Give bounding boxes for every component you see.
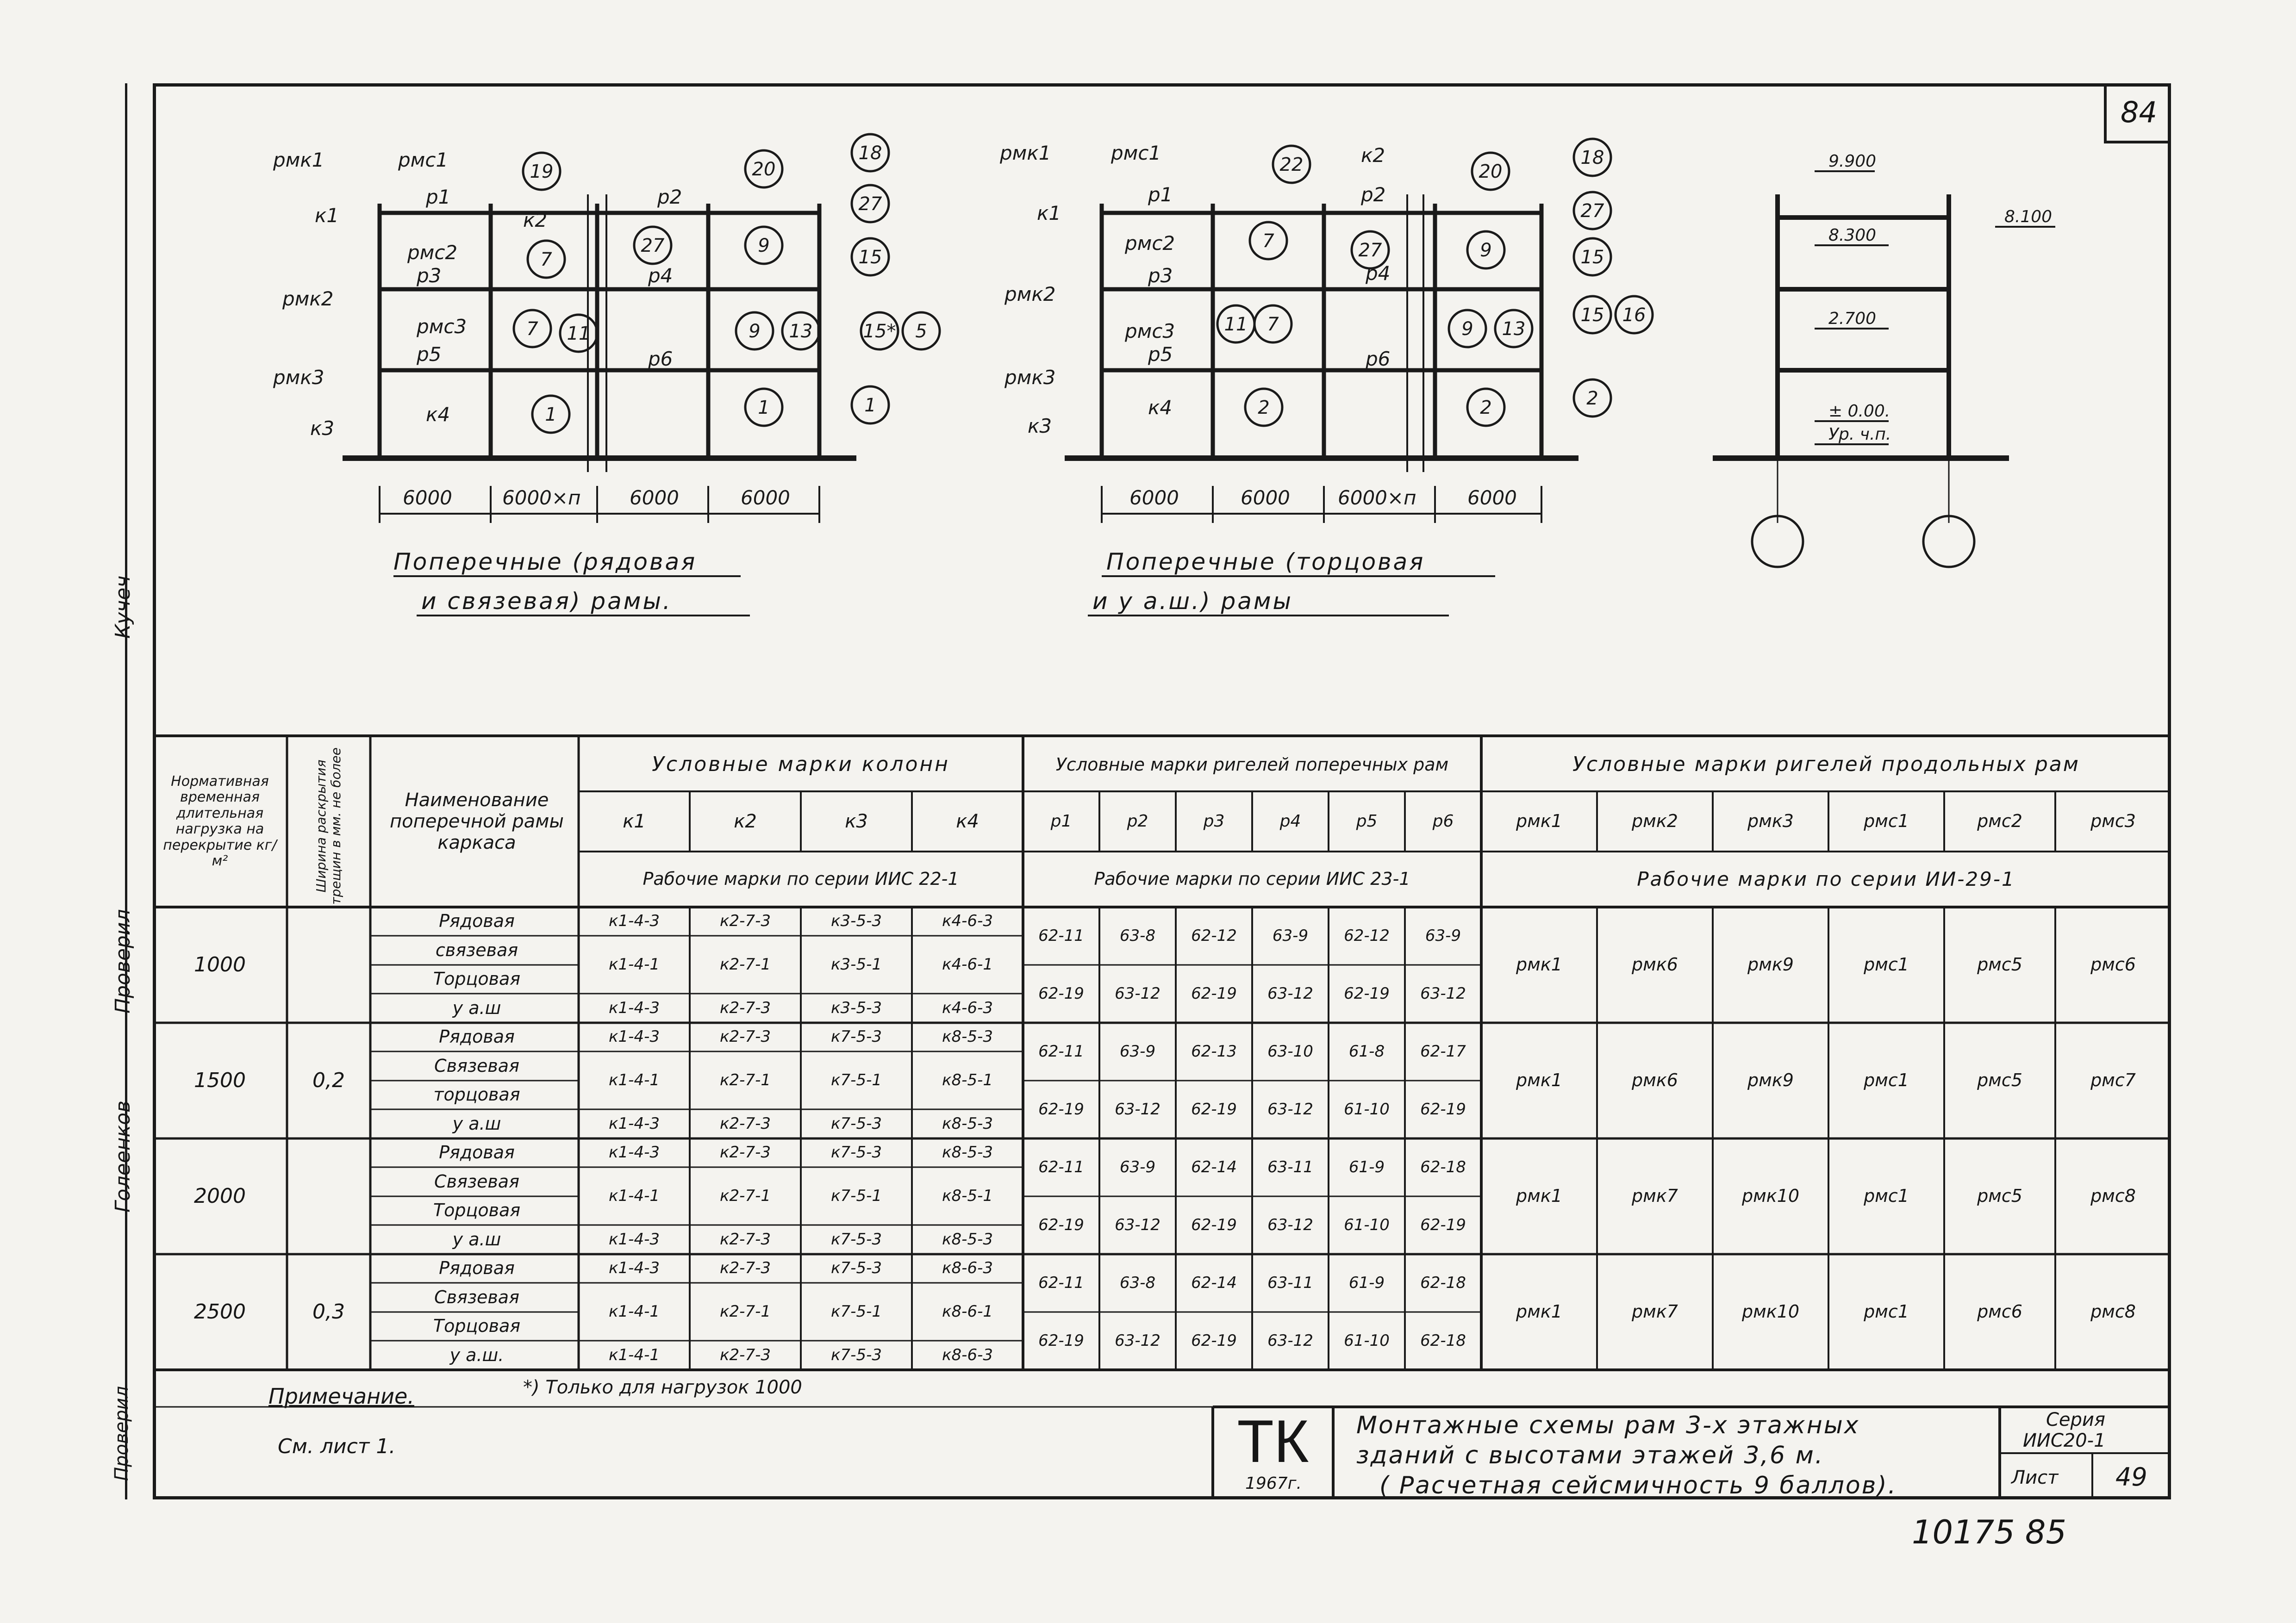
header-bar-marks-sub: Рабочие марки по серии ИИС 23-1 (1094, 869, 1410, 889)
long-mark-cell: рмс8 (2090, 1301, 2136, 1322)
bar-mark-cell: 63-9 (1425, 926, 1461, 945)
svg-text:Ур. ч.п.: Ур. ч.п. (1828, 425, 1891, 444)
stamp-series-value: ИИС20-1 (2023, 1430, 2106, 1451)
svg-text:6000×п: 6000×п (1338, 486, 1416, 509)
mark-rms2: рмс2 (1977, 811, 2022, 832)
bar-mark-cell: 61-10 (1344, 1331, 1390, 1350)
svg-text:р5: р5 (1148, 343, 1173, 366)
mark-rmk1: рмк1 (1516, 811, 1562, 832)
column-mark-cell: к2-7-3 (720, 998, 771, 1017)
svg-text:9: 9 (1480, 240, 1492, 261)
bar-mark-cell: 63-10 (1267, 1042, 1313, 1061)
svg-text:9: 9 (1461, 318, 1473, 340)
bar-mark-cell: 62-18 (1420, 1331, 1466, 1350)
bar-mark-cell: 63-9 (1272, 926, 1309, 945)
svg-text:27: 27 (641, 235, 665, 256)
svg-text:13: 13 (1502, 318, 1526, 340)
bar-mark-cell: 62-19 (1038, 984, 1084, 1003)
svg-text:р2: р2 (1361, 183, 1386, 206)
column-mark-cell: к8-5-3 (942, 1114, 993, 1133)
header-long-marks-sub: Рабочие марки по серии ИИ-29-1 (1637, 867, 2015, 890)
header-load: Нормативная временная длительная нагрузка на перекрытие кг/м² (163, 773, 277, 869)
column-mark-cell: к7-5-1 (831, 1186, 882, 1205)
column-mark-cell: к7-5-3 (831, 1027, 882, 1046)
frame-name: Связевая (434, 1055, 519, 1076)
bar-mark-cell: 62-19 (1191, 984, 1237, 1003)
frame1-caption-line1: Поперечные (рядовая (393, 548, 697, 575)
column-mark-cell: к1-4-1 (609, 1070, 660, 1089)
svg-text:6000: 6000 (1241, 486, 1290, 509)
svg-text:27: 27 (1580, 200, 1604, 222)
svg-text:рмк2: рмк2 (1004, 283, 1056, 305)
svg-text:6000×п: 6000×п (502, 486, 581, 509)
svg-text:7: 7 (540, 249, 552, 270)
long-mark-cell: рмс1 (1864, 954, 1909, 975)
long-mark-cell: рмк10 (1741, 1186, 1800, 1206)
sheet-number: 84 (2121, 95, 2157, 129)
column-mark-cell: к1-4-1 (609, 955, 660, 974)
frame-name: Рядовая (439, 1142, 515, 1163)
svg-text:7: 7 (1262, 230, 1274, 252)
long-mark-cell: рмк7 (1632, 1186, 1678, 1206)
bar-mark-cell: 62-14 (1191, 1157, 1237, 1176)
column-mark-cell: к7-5-3 (831, 1143, 882, 1162)
svg-text:11: 11 (567, 323, 591, 344)
svg-text:рмк1: рмк1 (273, 149, 324, 171)
column-mark-cell: к7-5-3 (831, 1259, 882, 1278)
svg-text:6000: 6000 (1129, 486, 1179, 509)
bar-mark-cell: 62-19 (1420, 1100, 1466, 1119)
svg-text:рмк2: рмк2 (282, 287, 334, 310)
header-long-marks: Условные марки ригелей продольных рам (1572, 752, 2080, 777)
column-mark-cell: к2-7-3 (720, 1259, 771, 1278)
long-mark-cell: рмк1 (1516, 954, 1562, 975)
frame-name: у а.ш (452, 1113, 501, 1134)
svg-text:к3: к3 (1028, 415, 1052, 437)
mark-k2: к2 (734, 811, 757, 832)
column-mark-cell: к4-6-3 (942, 998, 993, 1017)
bar-mark-cell: 62-18 (1420, 1273, 1466, 1292)
svg-text:18: 18 (1580, 147, 1604, 168)
stamp-sheet-label: Лист (2011, 1467, 2059, 1488)
column-mark-cell: к2-7-3 (720, 1114, 771, 1133)
bar-mark-cell: 61-10 (1344, 1215, 1390, 1234)
column-mark-cell: к1-4-1 (609, 1186, 660, 1205)
svg-text:рмс1: рмс1 (1111, 142, 1161, 164)
long-mark-cell: рмс6 (1977, 1301, 2022, 1322)
bar-mark-cell: 62-19 (1344, 984, 1390, 1003)
strip-label-mid1: Проверил (111, 909, 135, 1014)
column-mark-cell: к1-4-1 (609, 1302, 660, 1321)
bar-mark-cell: 63-12 (1267, 1100, 1313, 1119)
load-value: 2500 (194, 1300, 246, 1324)
bar-mark-cell: 63-11 (1267, 1273, 1313, 1292)
header-column-marks-sub: Рабочие марки по серии ИИС 22-1 (643, 869, 959, 889)
bar-mark-cell: 63-12 (1115, 1215, 1160, 1234)
bar-mark-cell: 63-12 (1420, 984, 1466, 1003)
bar-mark-cell: 61-8 (1348, 1042, 1385, 1061)
svg-text:р4: р4 (1366, 262, 1391, 285)
frame-name: Торцовая (433, 1316, 521, 1337)
frame-name: Связевая (434, 1287, 519, 1307)
svg-text:8.100: 8.100 (2004, 207, 2053, 226)
column-mark-cell: к1-4-3 (609, 1114, 660, 1133)
long-mark-cell: рмс5 (1977, 1186, 2022, 1206)
svg-text:2: 2 (1258, 397, 1270, 418)
column-mark-cell: к2-7-3 (720, 912, 771, 931)
bar-mark-cell: 62-19 (1420, 1215, 1466, 1234)
column-mark-cell: к7-5-3 (831, 1230, 882, 1249)
bar-mark-cell: 62-14 (1191, 1273, 1237, 1292)
svg-text:р4: р4 (648, 264, 673, 287)
bar-mark-cell: 62-11 (1038, 926, 1084, 945)
svg-text:8.300: 8.300 (1828, 226, 1877, 245)
column-mark-cell: к1-4-3 (609, 1027, 660, 1046)
stamp-year: 1967г. (1245, 1474, 1302, 1493)
long-mark-cell: рмк10 (1741, 1301, 1800, 1322)
mark-rms1: рмс1 (1864, 811, 1909, 832)
bar-mark-cell: 62-13 (1191, 1042, 1237, 1061)
frame-name: Торцовая (433, 969, 521, 989)
svg-text:рмк3: рмк3 (273, 366, 324, 389)
column-mark-cell: к2-7-3 (720, 1027, 771, 1046)
svg-text:13: 13 (789, 321, 813, 342)
mark-rms3: рмс3 (2090, 811, 2136, 832)
svg-text:р6: р6 (1366, 348, 1391, 370)
svg-text:15: 15 (1580, 305, 1604, 326)
svg-text:± 0.00.: ± 0.00. (1828, 402, 1890, 421)
long-mark-cell: рмс5 (1977, 954, 2022, 975)
frame1-caption-line2: и связевая) рамы. (421, 588, 672, 615)
bar-mark-cell: 63-11 (1267, 1157, 1313, 1176)
column-mark-cell: к8-5-1 (942, 1070, 993, 1089)
svg-text:к4: к4 (1148, 396, 1173, 419)
svg-text:р2: р2 (657, 186, 682, 208)
column-mark-cell: к2-7-1 (720, 1070, 771, 1089)
svg-text:к4: к4 (426, 403, 450, 426)
strip-label-mid2: Голеенков (111, 1101, 135, 1213)
column-mark-cell: к7-5-1 (831, 1302, 882, 1321)
header-crack-width: Ширина раскрытия трещин в мм. не более (313, 747, 343, 905)
svg-text:18: 18 (858, 143, 882, 164)
crack-value: 0,2 (312, 1068, 345, 1092)
column-mark-cell: к8-5-1 (942, 1186, 993, 1205)
load-value: 1000 (194, 952, 246, 976)
mark-k3: к3 (845, 811, 868, 832)
bar-mark-cell: 62-11 (1038, 1273, 1084, 1292)
svg-text:рмс2: рмс2 (407, 241, 458, 264)
bar-mark-cell: 62-19 (1038, 1215, 1084, 1234)
svg-text:1: 1 (864, 395, 876, 416)
svg-text:27: 27 (858, 193, 882, 215)
bar-mark-cell: 63-8 (1119, 1273, 1156, 1292)
bar-mark-cell: 62-11 (1038, 1157, 1084, 1176)
bar-mark-cell: 61-10 (1344, 1100, 1390, 1119)
svg-text:рмс3: рмс3 (417, 315, 467, 338)
bar-mark-cell: 62-19 (1191, 1331, 1237, 1350)
svg-text:7: 7 (526, 318, 538, 340)
svg-text:р1: р1 (426, 186, 451, 208)
frame-name: у а.ш (452, 997, 501, 1018)
stamp-series-label: Серия (2046, 1409, 2105, 1430)
column-mark-cell: к2-7-1 (720, 1302, 771, 1321)
stamp-sheet-value: 49 (2115, 1462, 2147, 1492)
svg-text:9: 9 (749, 321, 761, 342)
long-mark-cell: рмс1 (1864, 1186, 1909, 1206)
long-mark-cell: рмс7 (2090, 1070, 2136, 1091)
column-mark-cell: к2-7-1 (720, 955, 771, 974)
svg-text:22: 22 (1279, 154, 1304, 175)
mark-r1: р1 (1050, 812, 1072, 831)
bar-mark-cell: 62-19 (1038, 1331, 1084, 1350)
stamp-logo (1215, 1409, 1331, 1474)
column-mark-cell: к2-7-1 (720, 1186, 771, 1205)
svg-text:6000: 6000 (1467, 486, 1517, 509)
column-mark-cell: к7-5-3 (831, 1345, 882, 1364)
column-mark-cell: к3-5-3 (831, 912, 882, 931)
svg-text:2: 2 (1586, 388, 1598, 409)
long-mark-cell: рмс1 (1864, 1070, 1909, 1091)
bar-mark-cell: 62-19 (1191, 1215, 1237, 1234)
bar-mark-cell: 62-19 (1038, 1100, 1084, 1119)
frame2-caption-line2: и у а.ш.) рамы (1092, 588, 1293, 615)
load-value: 1500 (194, 1068, 246, 1092)
column-mark-cell: к7-5-3 (831, 1114, 882, 1133)
header-frame-name: Наименование поперечной рамы каркаса (389, 790, 564, 853)
column-mark-cell: к1-4-3 (609, 1259, 660, 1278)
column-mark-cell: к7-5-1 (831, 1070, 882, 1089)
svg-text:6000: 6000 (741, 486, 790, 509)
bar-mark-cell: 61-9 (1348, 1157, 1385, 1176)
column-mark-cell: к1-4-1 (609, 1345, 660, 1364)
svg-text:к1: к1 (1037, 202, 1061, 224)
long-mark-cell: рмк1 (1516, 1186, 1562, 1206)
long-mark-cell: рмк9 (1747, 954, 1794, 975)
svg-text:рмк1: рмк1 (1000, 142, 1051, 164)
svg-text:р1: р1 (1148, 183, 1173, 206)
frame-name: Рядовая (439, 1258, 515, 1279)
column-mark-cell: к1-4-3 (609, 1230, 660, 1249)
column-mark-cell: к8-6-1 (942, 1302, 993, 1321)
svg-text:15: 15 (858, 247, 882, 268)
frame-name: Рядовая (439, 911, 515, 932)
stamp-title-line2: зданий с высотами этажей 3,6 м. (1356, 1442, 1824, 1469)
long-mark-cell: рмк7 (1632, 1301, 1678, 1322)
svg-text:6000: 6000 (403, 486, 452, 509)
column-mark-cell: к1-4-3 (609, 1143, 660, 1162)
svg-text:р3: р3 (417, 264, 442, 287)
strip-label-bottom: Проверил (111, 1386, 132, 1481)
svg-text:рмс1: рмс1 (398, 149, 449, 171)
note-footnote: *) Только для нагрузок 1000 (523, 1377, 802, 1398)
bar-mark-cell: 63-12 (1267, 1215, 1313, 1234)
mark-k4: к4 (956, 811, 979, 832)
note-title: Примечание. (268, 1384, 414, 1409)
bar-mark-cell: 62-17 (1420, 1042, 1466, 1061)
svg-text:27: 27 (1358, 240, 1382, 261)
stamp-logo-text: ТК (1237, 1407, 1309, 1475)
mark-r5: р5 (1356, 812, 1378, 831)
long-mark-cell: рмк9 (1747, 1070, 1794, 1091)
frame-name: связевая (435, 939, 518, 960)
svg-text:19: 19 (530, 161, 554, 182)
mark-rmk2: рмк2 (1632, 811, 1678, 832)
frame-name: Торцовая (433, 1200, 521, 1221)
bar-mark-cell: 63-8 (1119, 926, 1156, 945)
bar-mark-cell: 63-12 (1267, 984, 1313, 1003)
svg-text:15: 15 (1580, 247, 1604, 268)
bar-mark-cell: 63-12 (1115, 1331, 1160, 1350)
svg-text:2.700: 2.700 (1828, 309, 1877, 328)
long-mark-cell: рмс6 (2090, 954, 2136, 975)
bar-mark-cell: 63-12 (1115, 1100, 1160, 1119)
column-mark-cell: к8-5-3 (942, 1027, 993, 1046)
long-mark-cell: рмс8 (2090, 1186, 2136, 1206)
svg-text:9: 9 (758, 235, 770, 256)
svg-text:20: 20 (1479, 161, 1503, 182)
mark-r3: р3 (1203, 812, 1225, 831)
svg-text:р3: р3 (1148, 264, 1173, 287)
svg-text:1: 1 (758, 397, 770, 418)
frame-name: у а.ш. (449, 1344, 504, 1365)
column-mark-cell: к8-5-3 (942, 1143, 993, 1162)
mark-r4: р4 (1279, 812, 1301, 831)
bar-mark-cell: 63-12 (1267, 1331, 1313, 1350)
header-column-marks: Условные марки колонн (652, 752, 950, 777)
frame2-caption-line1: Поперечные (торцовая (1106, 548, 1425, 575)
column-mark-cell: к3-5-1 (831, 955, 882, 974)
bar-mark-cell: 62-18 (1420, 1157, 1466, 1176)
svg-text:15*: 15* (863, 321, 896, 342)
load-value: 2000 (194, 1184, 246, 1208)
svg-text:9.900: 9.900 (1828, 152, 1877, 171)
svg-text:20: 20 (752, 159, 776, 180)
column-mark-cell: к2-7-3 (720, 1143, 771, 1162)
svg-text:1: 1 (545, 404, 557, 425)
column-mark-cell: к2-7-3 (720, 1345, 771, 1364)
bottom-code: 10175 85 (1912, 1513, 2067, 1551)
bar-mark-cell: 63-9 (1119, 1157, 1156, 1176)
mark-rmk3: рмк3 (1747, 811, 1794, 832)
svg-text:р5: р5 (417, 343, 442, 366)
note-text: См. лист 1. (278, 1435, 396, 1458)
svg-text:к3: к3 (310, 417, 335, 440)
column-mark-cell: к1-4-3 (609, 998, 660, 1017)
mark-k1: к1 (623, 811, 646, 832)
bar-mark-cell: 61-9 (1348, 1273, 1385, 1292)
frame-name: Связевая (434, 1171, 519, 1192)
column-mark-cell: к8-5-3 (942, 1230, 993, 1249)
bar-mark-cell: 62-19 (1191, 1100, 1237, 1119)
column-mark-cell: к2-7-3 (720, 1230, 771, 1249)
column-mark-cell: к3-5-3 (831, 998, 882, 1017)
long-mark-cell: рмс5 (1977, 1070, 2022, 1091)
frame-name: у а.ш (452, 1229, 501, 1250)
svg-text:рмк3: рмк3 (1004, 366, 1056, 389)
bar-mark-cell: 62-11 (1038, 1042, 1084, 1061)
bar-mark-cell: 62-12 (1191, 926, 1237, 945)
column-mark-cell: к8-6-3 (942, 1345, 993, 1364)
strip-label-top: Кучеч (111, 575, 135, 639)
stamp-title-line3: ( Расчетная сейсмичность 9 баллов). (1379, 1472, 1897, 1499)
svg-text:11: 11 (1224, 314, 1248, 335)
mark-r2: р2 (1127, 812, 1148, 831)
bar-mark-cell: 62-12 (1344, 926, 1390, 945)
svg-text:рмс2: рмс2 (1125, 232, 1175, 255)
svg-text:2: 2 (1480, 397, 1492, 418)
column-mark-cell: к4-6-3 (942, 912, 993, 931)
column-mark-cell: к8-6-3 (942, 1259, 993, 1278)
svg-text:рмс3: рмс3 (1125, 320, 1175, 342)
mark-r6: р6 (1432, 812, 1454, 831)
stamp-title-line1: Монтажные схемы рам 3-х этажных (1356, 1412, 1860, 1439)
svg-text:5: 5 (915, 321, 927, 342)
long-mark-cell: рмс1 (1864, 1301, 1909, 1322)
long-mark-cell: рмк6 (1632, 1070, 1678, 1091)
long-mark-cell: рмк1 (1516, 1301, 1562, 1322)
crack-value: 0,3 (312, 1300, 345, 1324)
svg-text:к2: к2 (523, 209, 548, 231)
column-mark-cell: к1-4-3 (609, 912, 660, 931)
frame-name: торцовая (433, 1084, 520, 1105)
long-mark-cell: рмк6 (1632, 954, 1678, 975)
bar-mark-cell: 63-12 (1115, 984, 1160, 1003)
header-bar-marks: Условные марки ригелей поперечных рам (1055, 754, 1449, 775)
bar-mark-cell: 63-9 (1119, 1042, 1156, 1061)
svg-text:6000: 6000 (630, 486, 679, 509)
frame-name: Рядовая (439, 1026, 515, 1047)
svg-text:16: 16 (1622, 305, 1646, 326)
svg-text:7: 7 (1267, 314, 1279, 335)
long-mark-cell: рмк1 (1516, 1070, 1562, 1091)
svg-text:р6: р6 (648, 348, 673, 370)
column-mark-cell: к4-6-1 (942, 955, 993, 974)
svg-text:к2: к2 (1361, 144, 1385, 167)
svg-text:к1: к1 (315, 204, 339, 227)
